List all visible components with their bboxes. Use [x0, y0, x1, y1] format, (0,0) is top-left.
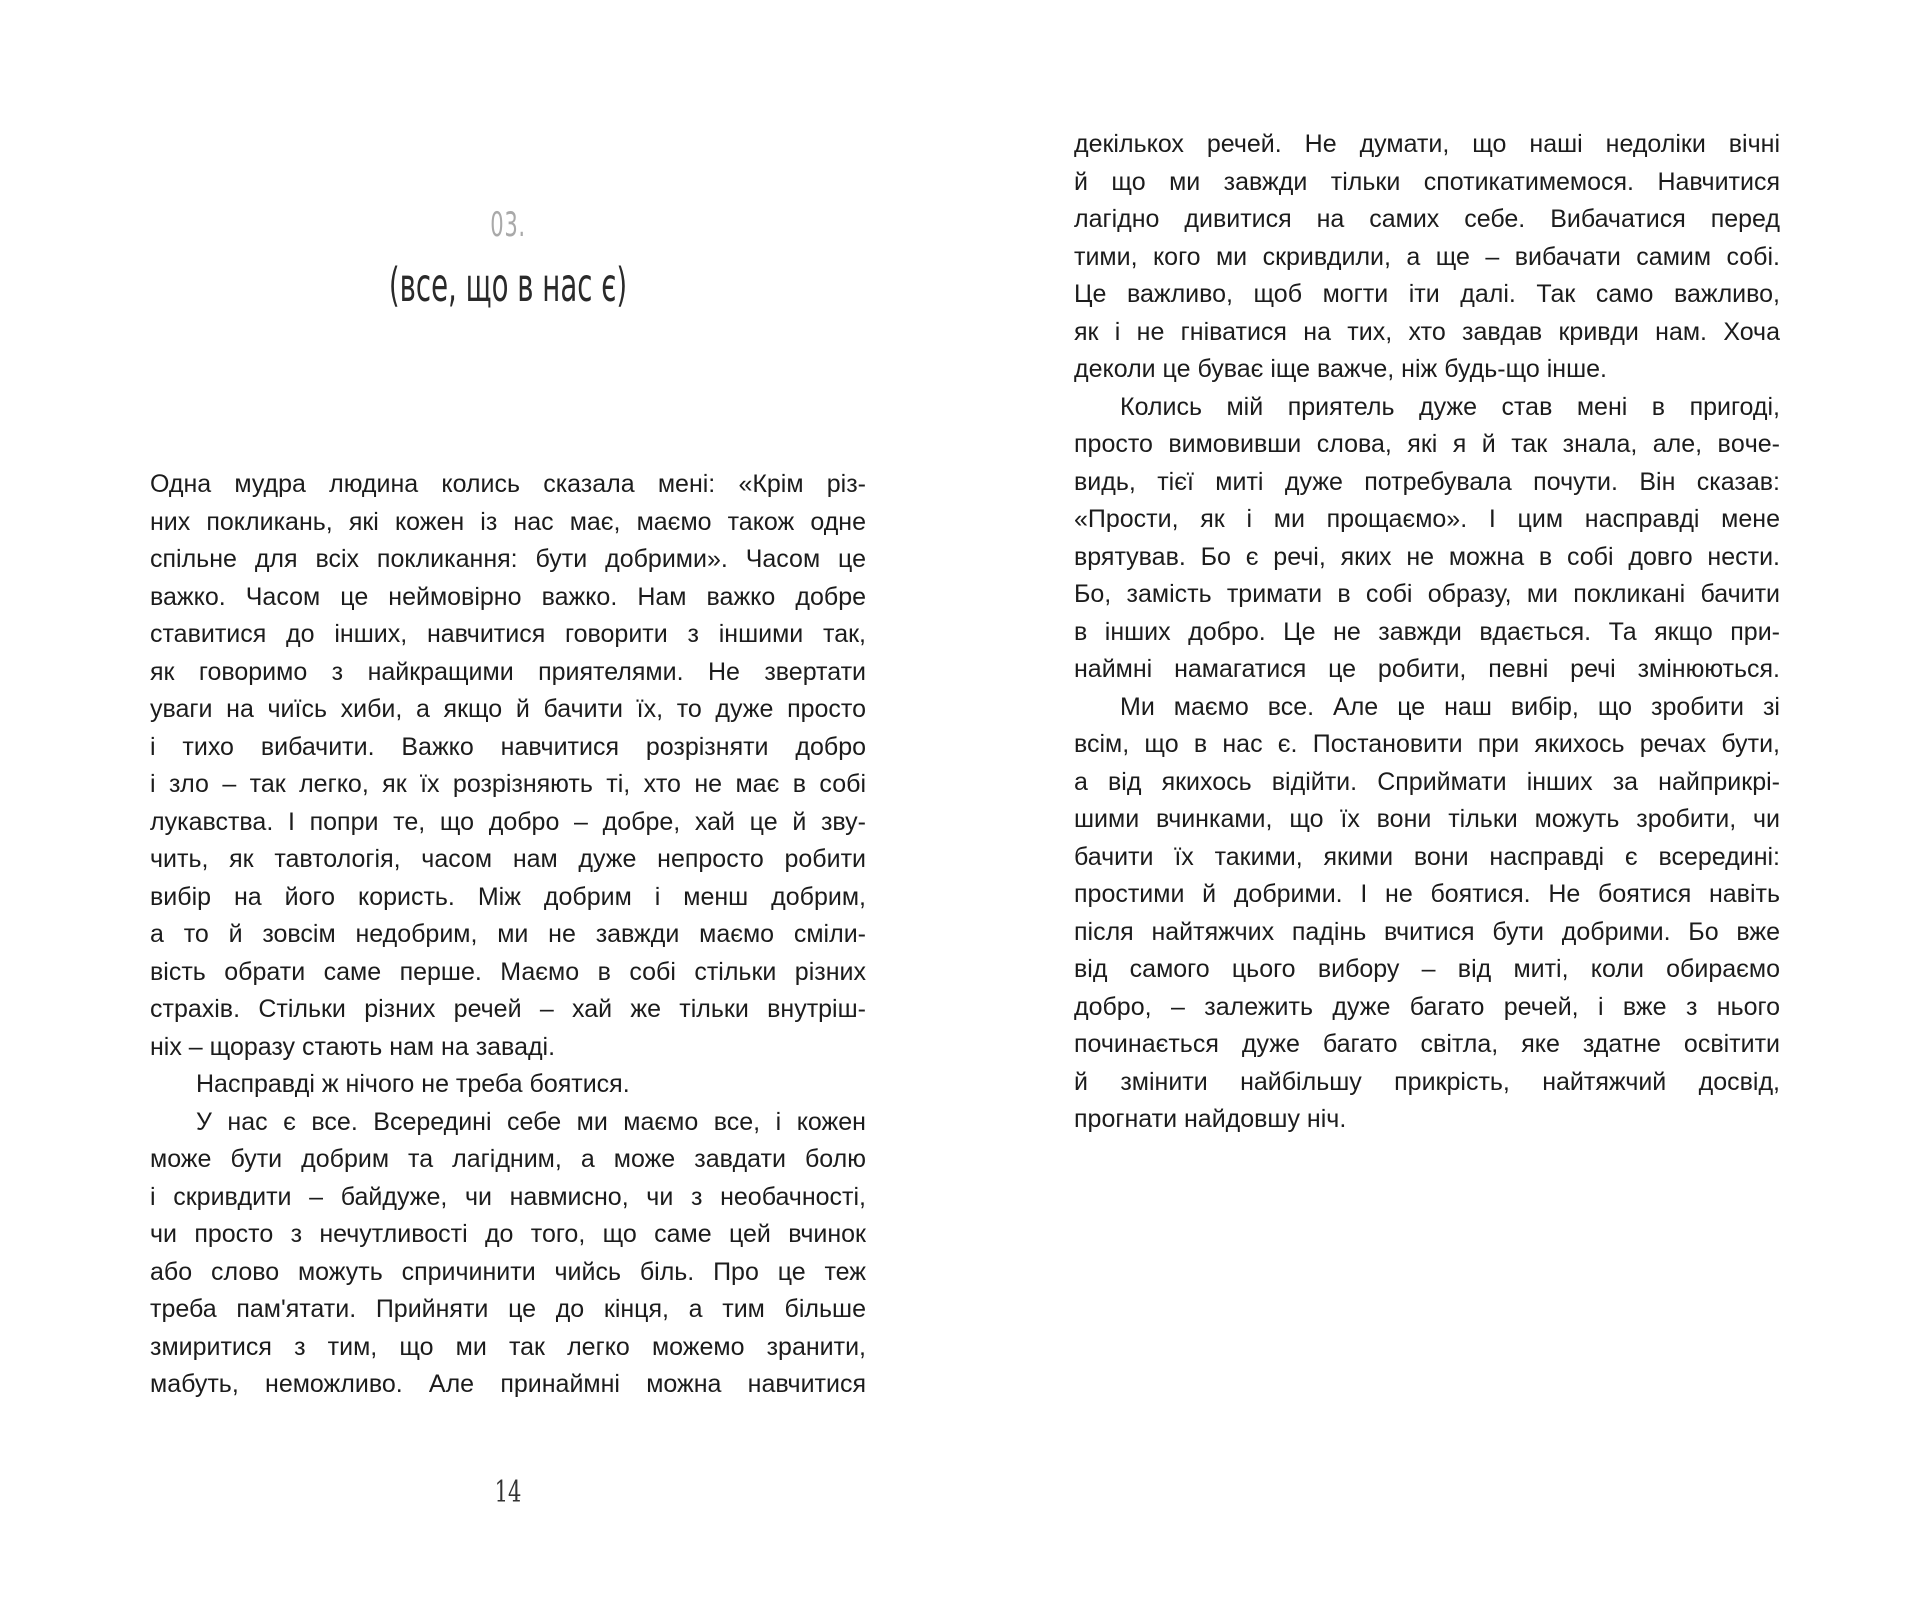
text-line: чить, як тавтологія, часом нам дуже непросто робити	[150, 845, 866, 873]
text-line: страхів. Стільки різних речей – хай же тільки внутріш-	[150, 995, 866, 1023]
text-line: вибір на його користь. Між добрим і менш добрим,	[150, 882, 866, 911]
text-line: і скривдити – байдуже, чи навмисно, чи з необачності,	[150, 1182, 866, 1211]
text-line: Одна мудра людина колись сказала мені: «Крім різ-	[150, 470, 866, 498]
text-line: «Прости, як і ми прощаємо». І цим насправді мене	[1074, 505, 1780, 533]
text-line: може бути добрим та лагідним, а може завдати болю	[150, 1145, 866, 1173]
text-line: після найтяжчих падінь вчитися бути добрими. Бо вже	[1074, 917, 1780, 946]
text-line: і зло – так легко, як їх розрізняють ті, хто не має в собі	[150, 770, 866, 798]
text-line: й змінити найбільшу прикрість, найтяжчий досвід,	[1074, 1067, 1780, 1096]
text-line: видь, тієї миті дуже потребувала почути. Він сказав:	[1074, 467, 1780, 496]
text-line: Насправді ж нічого не треба боятися.	[196, 1070, 630, 1098]
text-line: Бо, замість тримати в собі образу, ми покликані бачити	[1074, 580, 1780, 608]
text-line: Ми маємо все. Але це наш вибір, що зробити зі	[1120, 692, 1780, 721]
right-page	[1074, 0, 1780, 1600]
text-line: чи просто з нечутливості до того, що саме цей вчинок	[150, 1220, 866, 1248]
text-line: важко. Часом це неймовірно важко. Нам важко добре	[150, 582, 866, 611]
text-line: простими й добрими. І не боятися. Не боятися навіть	[1074, 880, 1780, 908]
left-page-text	[150, 466, 866, 1404]
text-line: вість обрати саме перше. Маємо в собі стільки різних	[150, 957, 866, 986]
text-line: спільне для всіх покликання: бути добрими». Часом це	[150, 545, 866, 573]
text-line: врятував. Бо є речі, яких не можна в собі довго нести.	[1074, 542, 1780, 571]
text-line: змиритися з тим, що ми так легко можемо зранити,	[150, 1332, 866, 1361]
text-line: і тихо вибачити. Важко навчитися розрізняти добро	[150, 732, 866, 761]
text-line: тими, кого ми скривдили, а ще – вибачати самим собі.	[1074, 242, 1780, 271]
text-line: лагідно дивитися на самих себе. Вибачатися перед	[1074, 205, 1780, 233]
text-line: деколи це буває іще важче, ніж будь-що інше.	[1074, 355, 1607, 383]
text-line: Це важливо, щоб могти іти далі. Так само важливо,	[1074, 280, 1780, 308]
text-line: ніх – щоразу стають нам на заваді.	[150, 1032, 556, 1061]
text-line: в інших добро. Це не завжди вдається. Та якщо при-	[1074, 617, 1780, 646]
text-line: ставитися до інших, навчитися говорити з іншими так,	[150, 620, 866, 648]
text-line: треба пам'ятати. Прийняти це до кінця, а тим більше	[150, 1295, 866, 1323]
text-line: мабуть, неможливо. Але принаймні можна навчитися	[150, 1370, 866, 1398]
text-line: а від якихось відійти. Сприймати інших за найприкрі-	[1074, 767, 1780, 796]
text-line: добро, – залежить дуже багато речей, і вже з нього	[1074, 992, 1780, 1021]
text-line: них покликань, які кожен із нас має, маємо також одне	[150, 507, 866, 536]
text-line: просто вимовивши слова, які я й так знала, але, вoче-	[1074, 430, 1780, 458]
text-line: Колись мій приятель дуже став мені в пригоді,	[1120, 392, 1780, 421]
chapter-number: 03.	[490, 205, 526, 245]
right-page-text	[1074, 126, 1780, 1139]
text-line: шими вчинками, що їх вони тільки можуть зробити, чи	[1074, 805, 1780, 833]
text-line: від самого цього вибору – від миті, коли обираємо	[1074, 955, 1780, 983]
text-line: або слово можуть спричинити чийсь біль. Про це теж	[150, 1257, 866, 1286]
text-line: як і не гніватися на тих, хто завдав кривди нам. Хоча	[1074, 317, 1780, 346]
page-number: 14	[494, 1475, 522, 1510]
text-line: а то й зовсім недобрим, ми не завжди маємо сміли-	[150, 920, 866, 948]
left-page	[150, 0, 866, 1600]
text-line: лукавства. І попри те, що добро – добре, хай це й зву-	[150, 807, 866, 836]
text-line: У нас є все. Всередині себе ми маємо все, і кожен	[196, 1107, 866, 1136]
text-line: прогнати найдовшу ніч.	[1074, 1105, 1347, 1133]
text-line: бачити їх такими, якими вони насправді є всередині:	[1074, 842, 1780, 871]
text-line: уваги на чиїсь хиби, а якщо й бачити їх, то дуже просто	[150, 695, 866, 723]
text-line: й що ми завжди тільки спотикатимемося. Навчитися	[1074, 167, 1780, 196]
text-line: починається дуже багато світла, яке здатне освітити	[1074, 1030, 1780, 1058]
chapter-title: (все, що в нас є)	[388, 258, 628, 312]
text-line: всім, що в нас є. Постановити при якихось речах бути,	[1074, 730, 1780, 758]
text-line: як говоримо з найкращими приятелями. Не звертати	[150, 657, 866, 686]
text-line: наймні намагатися це робити, певні речі змінюються.	[1074, 655, 1780, 683]
text-line: декількох речей. Не думати, що наші недоліки вічні	[1074, 130, 1780, 158]
